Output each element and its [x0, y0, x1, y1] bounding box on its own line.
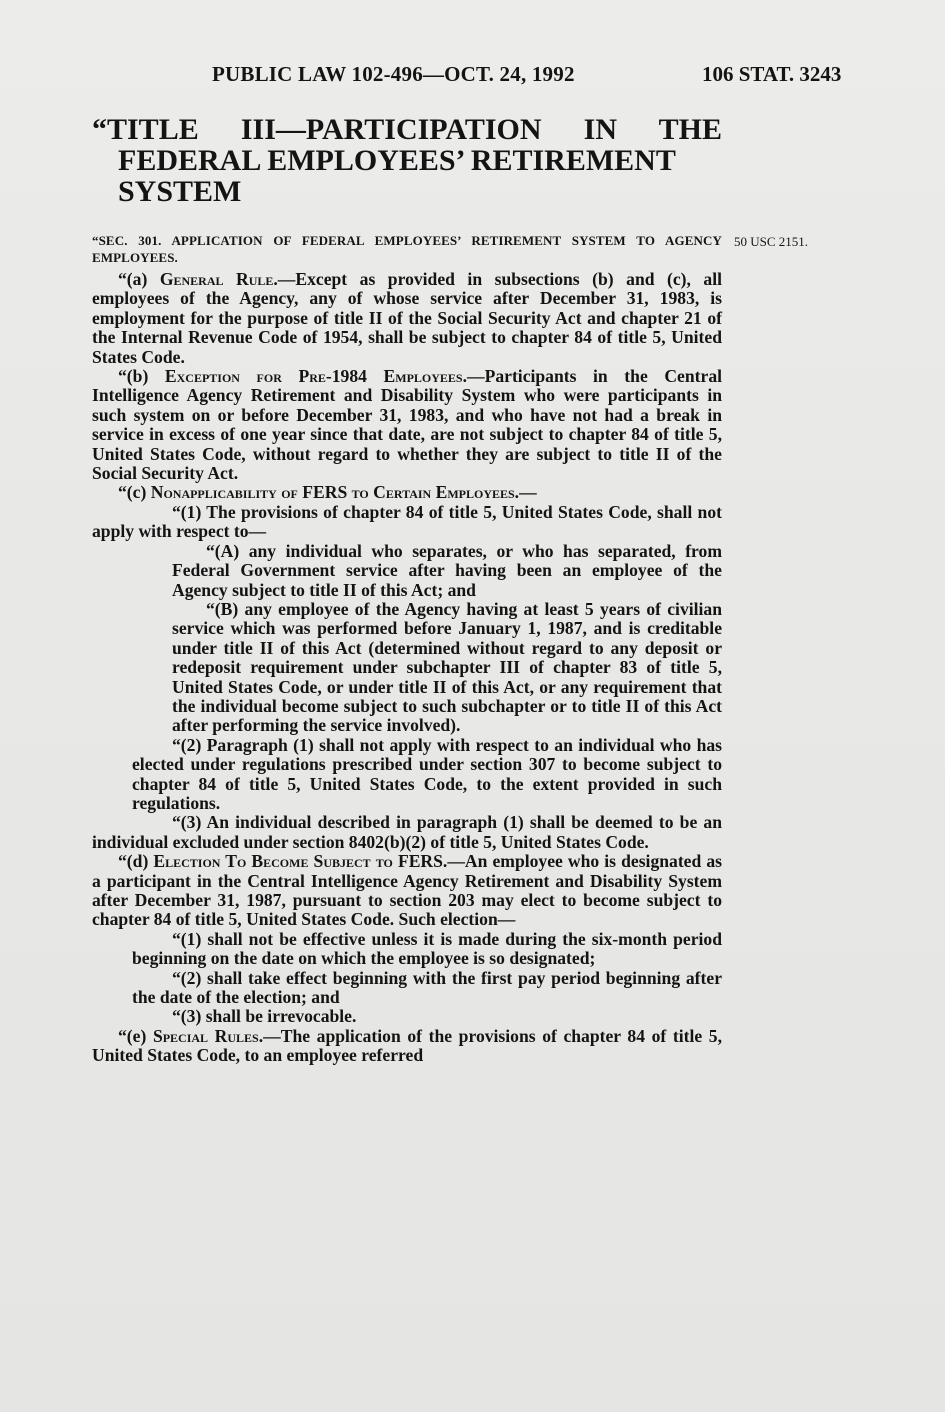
subsection-e: “(e) Special Rules.—The application of the provisions of chapter 84 of title 5, United States Code, to an employee referred	[92, 1025, 722, 1066]
subsection-d: “(d) Election To Become Subject to FERS.—An employee who is designated as a participant in the Central Intelligence Agency Retirement and Disability System after December 31, 1987, pursuant to section 203 may elect to become subject to chapter 84 of title 5, United States Code. Such election—	[92, 851, 722, 930]
statute-page-reference: 106 STAT. 3243	[702, 62, 842, 86]
paragraph-c-3: “(3) An individual described in paragraph (1) shall be deemed to be an individual excluded under section 8402(b)(2) of title 5, United States Code.	[92, 812, 722, 852]
caption-exception: Exception for Pre-1984 Employees.	[164, 366, 467, 387]
title-heading	[92, 114, 722, 207]
title-line-3: SYSTEM	[118, 175, 242, 208]
statute-body	[92, 270, 722, 1066]
subsection-a: “(a) General Rule.—Except as provided in subsections (b) and (c), all employees of the Agency, any of whose service after December 31, 1983, is employment for the purpose of title II of the Social Security Act and chapter 21 of the Internal Revenue Code of 1954, shall be subject to chapter 84 of title 5, United States Code.	[92, 269, 722, 367]
section-heading: “SEC. 301. APPLICATION OF FEDERAL EMPLOYEES’ RETIREMENT SYSTEM TO AGENCY EMPLOYEES.	[92, 233, 722, 265]
subsection-c: “(c) Nonapplicability of FERS to Certain Employees.—	[118, 482, 537, 503]
paragraph-c-2: “(2) Paragraph (1) shall not apply with respect to an individual who has elected under regulations prescribed under section 307 to become subject to chapter 84 of title 5, United States Code, to the extent provided in such regulations.	[132, 734, 722, 813]
subparagraph-c-1-B: “(B) any employee of the Agency having at least 5 years of civilian service which was performed before January 1, 1987, and is creditable under title II of this Act (determined without regard to any deposit or redeposit requirement under subchapter III of chapter 83 of title 5, United States Code, or under title II of this Act, or any requirement that the individual become subject to such subchapter or to title II of this Act after performing the service involved).	[172, 598, 722, 736]
paragraph-d-3: “(3) shall be irrevocable.	[172, 1006, 357, 1027]
subparagraph-c-1-A: “(A) any individual who separates, or who has separated, from Federal Government service after having been an employee of the Agency subject to title II of this Act; and	[172, 540, 722, 600]
paragraph-d-1: “(1) shall not be effective unless it is made during the six-month period beginning on the date on which the employee is so designated;	[132, 928, 722, 969]
caption-nonapplicability: Nonapplicability of FERS to Certain Employees.	[150, 482, 520, 503]
paragraph-d-2: “(2) shall take effect beginning with the first pay period beginning after the date of the election; and	[132, 967, 722, 1008]
caption-election: Election To Become Subject to FERS.	[153, 851, 448, 872]
running-head: PUBLIC LAW 102-496—OCT. 24, 1992	[212, 62, 575, 86]
subsection-b: “(b) Exception for Pre-1984 Employees.—Participants in the Central Intelligence Agency Retirement and Disability System who were participants in such system on or before December 31, 1983, and who have not had a break in service in excess of one year since that date, are not subject to chapter 84 of title 5, United States Code, without regard to whether they are subject to title II of the Social Security Act.	[92, 366, 722, 484]
caption-special-rules: Special Rules.	[152, 1025, 264, 1046]
title-line-2: FEDERAL EMPLOYEES’ RETIREMENT	[118, 144, 676, 177]
margin-citation: 50 USC 2151.	[734, 234, 809, 249]
caption-general-rule: General Rule.	[159, 269, 278, 289]
title-line-1: “TITLE III—PARTICIPATION IN THE	[92, 113, 722, 146]
paragraph-c-1: “(1) The provisions of chapter 84 of title 5, United States Code, shall not apply with respect to—	[92, 501, 722, 542]
